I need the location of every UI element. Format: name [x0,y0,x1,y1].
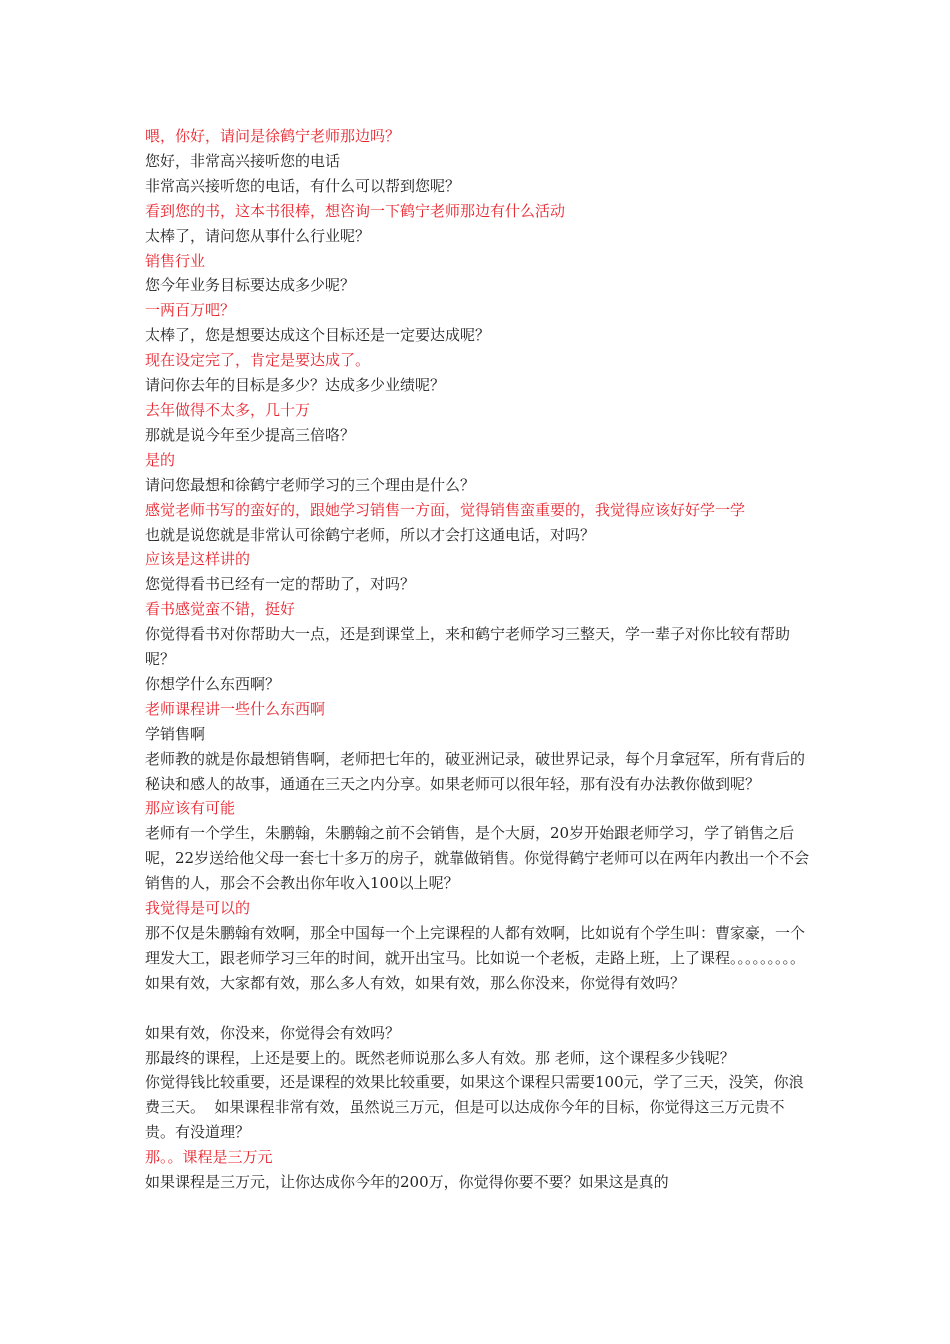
agent-line: 学销售啊 [145,724,206,743]
blank-line [145,996,813,1021]
customer-line: 销售行业 [145,251,206,270]
agent-line: 请问你去年的目标是多少？达成多少业绩呢？ [145,376,446,395]
agent-line: 请问您最想和徐鹤宁老师学习的三个理由是什么？ [145,475,476,494]
agent-line: 老师教的就是你最想销售啊，老师把七年的，破亚洲记录，破世界记录，每个月拿冠军，所有背后的秘诀和感人的故事，通通在三天之内分享。如果老师可以很年轻，那有没有办法教你做到呢？ [145,749,806,793]
customer-line: 感觉老师书写的蛮好的，跟她学习销售一方面，觉得销售蛮重要的，我觉得应该好好学一学 [145,500,746,519]
customer-line: 现在设定完了，肯定是要达成了。 [145,351,371,370]
customer-line: 看书感觉蛮不错，挺好 [145,600,296,619]
agent-line: 老师有一个学生，朱鹏翰，朱鹏翰之前不会销售，是个大厨，20岁开始跟老师学习，学了销售之后呢，22岁送给他父母一套七十多万的房子，就靠做销售。你觉得鹤宁老师可以在两年内教出一个不会销售的人，那会不会教出你年收入100以上呢？ [145,824,810,893]
customer-line: 我觉得是可以的 [145,899,251,918]
agent-line: 你觉得看书对你帮助大一点，还是到课堂上，来和鹤宁老师学习三整天，学一辈子对你比较有帮助呢？ [145,625,791,669]
agent-line: 那最终的课程，上还是要上的。既然老师说那么多人有效。那 老师，这个课程多少钱呢？ [145,1048,735,1067]
customer-line: 那。。课程是三万元 [145,1148,273,1167]
customer-line: 看到您的书，这本书很棒，想咨询一下鹤宁老师那边有什么活动 [145,201,566,220]
customer-line: 喂，你好，请问是徐鹤宁老师那边吗？ [145,127,401,145]
agent-line: 太棒了，您是想要达成这个目标还是一定要达成呢？ [145,326,491,345]
agent-line: 您今年业务目标要达成多少呢？ [145,276,356,295]
customer-line: 老师课程讲一些什么东西啊 [145,699,326,718]
customer-line: 那应该有可能 [145,799,236,818]
agent-line: 非常高兴接听您的电话，有什么可以帮到您呢？ [145,176,461,195]
agent-line: 那就是说今年至少提高三倍咯？ [145,425,356,444]
agent-line: 如果课程是三万元，让你达成你今年的200万，你觉得你要不要？如果这是真的 [145,1173,669,1192]
customer-line: 一两百万吧？ [145,301,236,320]
customer-line: 去年做得不太多，几十万 [145,400,311,419]
customer-line: 是的 [145,450,176,469]
agent-line: 也就是说您就是非常认可徐鹤宁老师，所以才会打这通电话，对吗？ [145,525,596,544]
agent-line: 你想学什么东西啊？ [145,674,281,693]
agent-line: 你觉得钱比较重要，还是课程的效果比较重要，如果这个课程只需要100元，学了三天，没笑，你浪费三天。 如果课程非常有效，虽然说三万元，但是可以达成你今年的目标，你觉得这三万元贵不贵。有没道理？ [145,1073,804,1142]
agent-line: 如果有效，你没来，你觉得会有效吗？ [145,1023,401,1042]
agent-line: 太棒了，请问您从事什么行业呢？ [145,226,371,245]
transcript-document [145,124,813,1195]
agent-line: 那不仅是朱鹏翰有效啊，那全中国每一个上完课程的人都有效啊，比如说有个学生叫：曹家豪，一个理发大工，跟老师学习三年的时间，就开出宝马。比如说一个老板，走路上班，上了课程。。。。。。。。。如果有效，大家都有效，那么多人有效，如果有效，那么你没来，你觉得有效吗？ [145,924,806,992]
agent-line: 您好，非常高兴接听您的电话 [145,151,341,170]
customer-line: 应该是这样讲的 [145,550,251,569]
agent-line: 您觉得看书已经有一定的帮助了，对吗？ [145,575,416,594]
